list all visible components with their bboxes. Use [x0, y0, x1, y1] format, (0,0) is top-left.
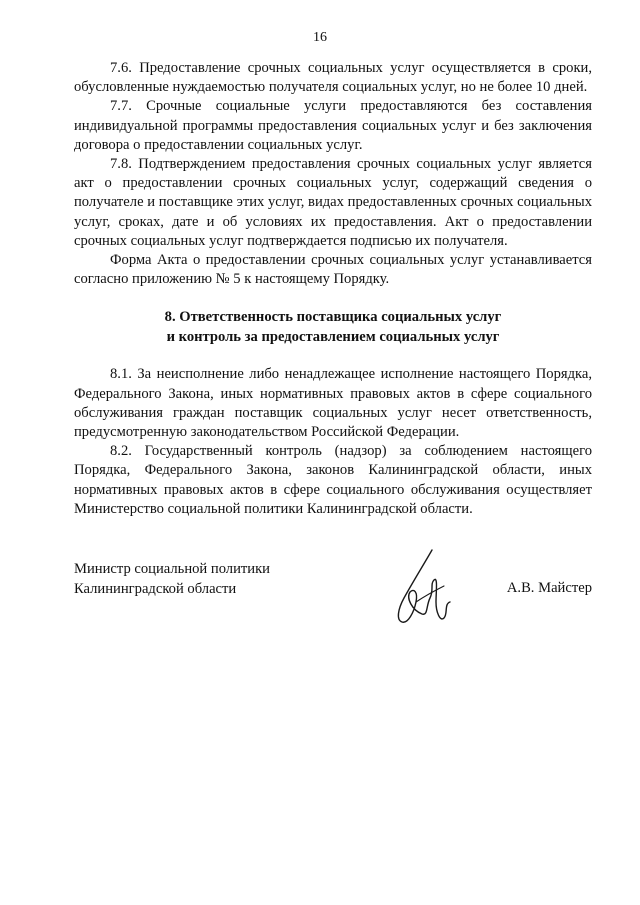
section-8-heading-line2: и контроль за предоставлением социальных услуг [166, 328, 500, 345]
section-8-heading-line1: 8. Ответственность поставщика социальных услуг [164, 309, 502, 326]
paragraph-8-1: 8.1. За неисполнение либо ненадлежащее исполнение настоящего Порядка, Федерального Закона, иных нормативных правовых актов в сфере социального обслуживания граждан поставщик социальных услуг несет ответственность, предусмотренную законодательством Российской Федерации. [74, 366, 592, 441]
handwritten-signature [392, 546, 462, 630]
section-8-heading [74, 308, 592, 347]
paragraph-8-2: 8.2. Государственный контроль (надзор) за соблюдением настоящего Порядка, Федерального Закона, законов Калининградской области, иных нормативных правовых актов в сфере социального обслуживания осуществляет Министерство социальной политики Калининградской области. [74, 443, 592, 517]
paragraph-7-8: 7.8. Подтверждением предоставления срочных социальных услуг является акт о предоставлении срочных социальных услуг, содержащий сведения о получателе и поставщике этих услуг, видах предоставленных срочных социальных услуг, сроках, дате и об условиях их предоставления. Акт о предоставлении срочных социальных услуг подтверждается подписью их получателя. [74, 156, 592, 249]
paragraph-7-7: 7.7. Срочные социальные услуги предоставляются без составления индивидуальной программы предоставления социальных услуг и без заключения договора о предоставлении социальных услуг. [74, 98, 592, 153]
signatory-name: А.В. Майстер [506, 580, 592, 596]
signatory-title-line2: Калининградской области [74, 580, 237, 597]
signatory-title [74, 560, 270, 599]
document-body [74, 59, 592, 519]
paragraph-7-6: 7.6. Предоставление срочных социальных услуг осуществляется в сроки, обусловленные нуждаемостью получателя социальных услуг, но не более 10 дней. [74, 60, 592, 96]
signatory-title-line1: Министр социальной политики [74, 561, 270, 577]
signature-block [74, 560, 592, 640]
page-number: 16 [313, 30, 327, 45]
paragraph-act-form: Форма Акта о предоставлении срочных социальных услуг устанавливается согласно приложению № 5 к настоящему Порядку. [74, 252, 592, 288]
